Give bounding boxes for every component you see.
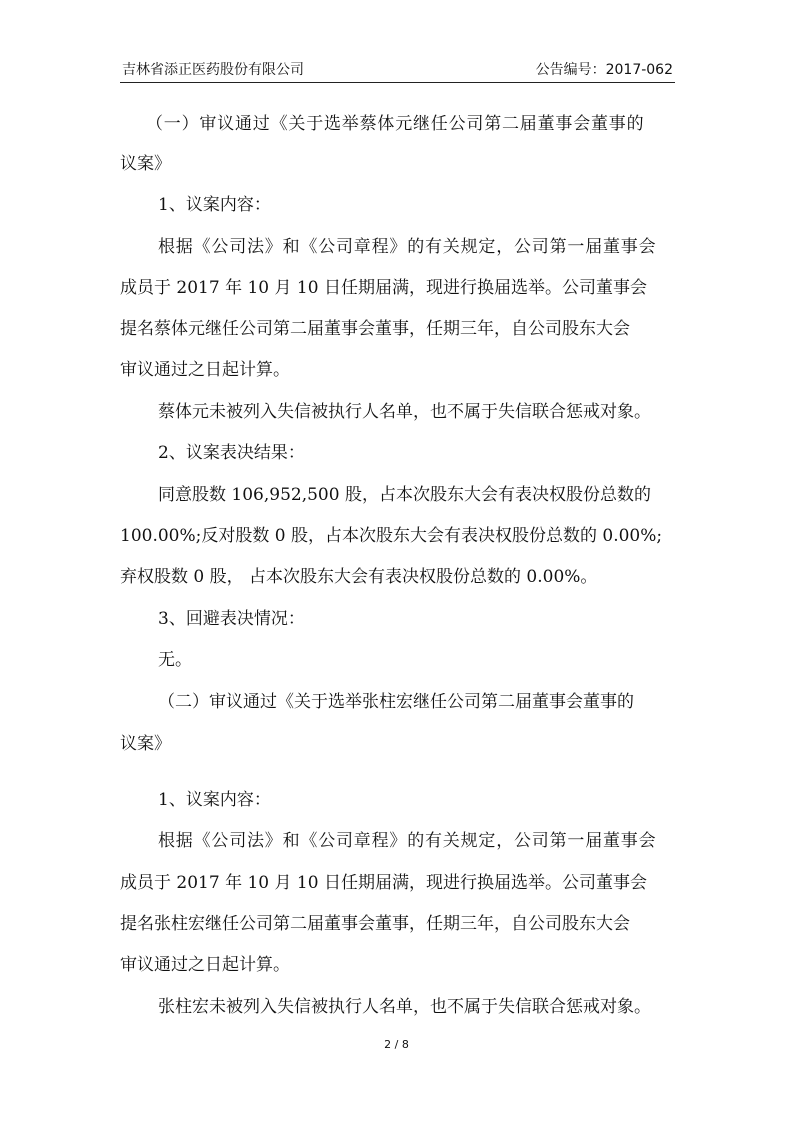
paragraph-line: 弃权股数 0 股， 占本次股东大会有表决权股份总数的 0.00%。 xyxy=(120,567,598,587)
item-heading: 3、回避表决情况： xyxy=(158,609,305,629)
page-header xyxy=(120,56,675,83)
paragraph-line: 审议通过之日起计算。 xyxy=(120,360,290,380)
page-number: 2 / 8 xyxy=(384,1038,409,1051)
paragraph-line: 提名蔡体元继任公司第二届董事会董事，任期三年，自公司股东大会 xyxy=(120,319,630,339)
notice-number: 公告编号：2017-062 xyxy=(535,62,673,78)
section-heading-2: （二）审议通过《关于选举张柱宏继任公司第二届董事会董事的 xyxy=(158,692,634,712)
company-name: 吉林省添正医药股份有限公司 xyxy=(122,62,304,78)
paragraph-line: 成员于 2017 年 10 月 10 日任期届满，现进行换届选举。公司董事会 xyxy=(120,278,647,298)
item-heading: 1、议案内容： xyxy=(158,195,271,215)
section-heading-2-cont: 议案》 xyxy=(120,734,171,754)
section-heading-1: （一）审议通过《关于选举蔡体元继任公司第二届董事会董事的 xyxy=(146,114,645,134)
paragraph-line: 审议通过之日起计算。 xyxy=(120,955,290,975)
paragraph-line: 成员于 2017 年 10 月 10 日任期届满，现进行换届选举。公司董事会 xyxy=(120,873,647,893)
paragraph-line: 根据《公司法》和《公司章程》的有关规定，公司第一届董事会 xyxy=(158,237,657,257)
paragraph-line: 张柱宏未被列入失信被执行人名单，也不属于失信联合惩戒对象。 xyxy=(158,997,651,1017)
paragraph-line: 同意股数 106,952,500 股，占本次股东大会有表决权股份总数的 xyxy=(158,485,651,505)
paragraph-line: 根据《公司法》和《公司章程》的有关规定，公司第一届董事会 xyxy=(158,831,657,851)
item-heading: 2、议案表决结果： xyxy=(158,443,305,463)
item-heading: 1、议案内容： xyxy=(158,790,271,810)
paragraph-line: 无。 xyxy=(158,650,192,670)
paragraph-line: 100.00%;反对股数 0 股，占本次股东大会有表决权股份总数的 0.00%; xyxy=(120,526,663,546)
section-heading-1-cont: 议案》 xyxy=(120,154,171,174)
paragraph-line: 提名张柱宏继任公司第二届董事会董事，任期三年，自公司股东大会 xyxy=(120,914,630,934)
paragraph-line: 蔡体元未被列入失信被执行人名单，也不属于失信联合惩戒对象。 xyxy=(158,402,651,422)
